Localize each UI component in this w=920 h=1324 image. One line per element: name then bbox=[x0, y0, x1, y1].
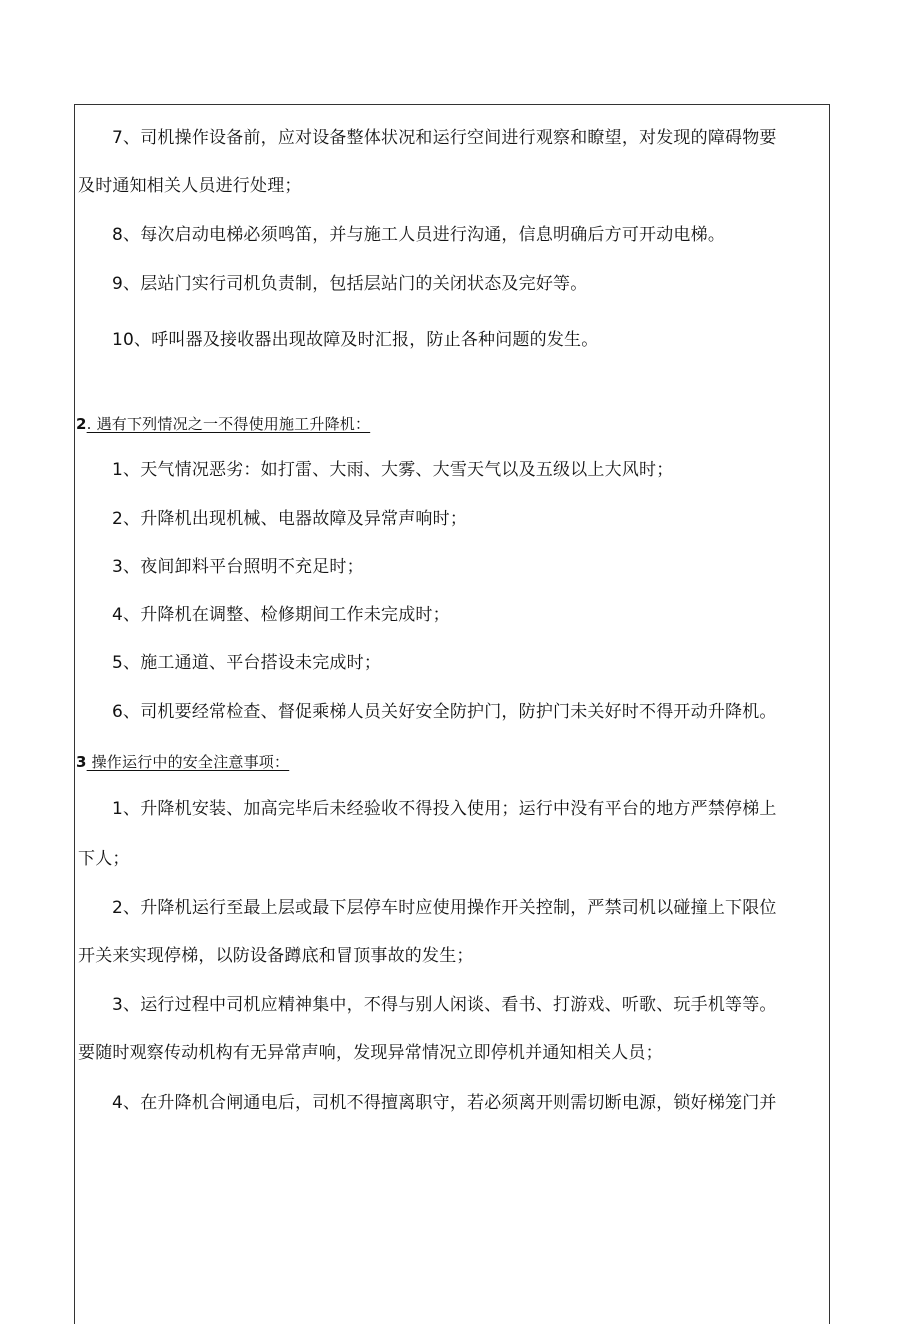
section-3-item-2-line-1: 2、升降机运行至最上层或最下层停车时应使用操作开关控制，严禁司机以碰撞上下限位 bbox=[112, 898, 777, 918]
section-3-item-1-line-2: 下人； bbox=[78, 849, 130, 869]
section-3-title: 操作运行中的安全注意事项： bbox=[86, 753, 290, 771]
section-3-item-1-line-1: 1、升降机安装、加高完毕后未经验收不得投入使用；运行中没有平台的地方严禁停梯上 bbox=[112, 799, 777, 819]
section-2-item-3: 3、夜间卸料平台照明不充足时； bbox=[112, 557, 364, 577]
section-3-item-3-line-1: 3、运行过程中司机应精神集中，不得与别人闲谈、看书、打游戏、听歌、玩手机等等。 bbox=[112, 995, 777, 1015]
section-2-item-6: 6、司机要经常检查、督促乘梯人员关好安全防护门，防护门未关好时不得开动升降机。 bbox=[112, 702, 777, 722]
section-2-heading bbox=[76, 414, 828, 434]
item-7-line-1: 7、司机操作设备前，应对设备整体状况和运行空间进行观察和瞭望，对发现的障碍物要 bbox=[112, 128, 777, 148]
section-3-heading bbox=[76, 752, 828, 772]
section-3-item-3-line-2: 要随时观察传动机构有无异常声响，发现异常情况立即停机并通知相关人员； bbox=[78, 1043, 663, 1063]
section-3-number: 3 bbox=[76, 753, 87, 771]
section-2-item-4: 4、升降机在调整、检修期间工作未完成时； bbox=[112, 605, 450, 625]
item-10: 10、呼叫器及接收器出现故障及时汇报，防止各种问题的发生。 bbox=[112, 330, 599, 350]
section-2-number: 2 bbox=[76, 415, 87, 433]
section-3-item-4-line-1: 4、在升降机合闸通电后，司机不得擅离职守，若必须离开则需切断电源，锁好梯笼门并 bbox=[112, 1093, 777, 1113]
section-2-item-5: 5、施工通道、平台搭设未完成时； bbox=[112, 653, 382, 673]
section-2-item-2: 2、升降机出现机械、电器故障及异常声响时； bbox=[112, 509, 468, 529]
section-3-item-2-line-2: 开关来实现停梯，以防设备蹲底和冒顶事故的发生； bbox=[78, 946, 474, 966]
item-8: 8、每次启动电梯必须鸣笛，并与施工人员进行沟通，信息明确后方可开动电梯。 bbox=[112, 225, 726, 245]
section-2-title: . 遇有下列情况之一不得使用施工升降机： bbox=[86, 415, 371, 433]
item-7-line-2: 及时通知相关人员进行处理； bbox=[78, 176, 302, 196]
section-2-item-1: 1、天气情况恶劣：如打雷、大雨、大雾、大雪天气以及五级以上大风时； bbox=[112, 460, 674, 480]
item-9: 9、层站门实行司机负责制，包括层站门的关闭状态及完好等。 bbox=[112, 274, 588, 294]
